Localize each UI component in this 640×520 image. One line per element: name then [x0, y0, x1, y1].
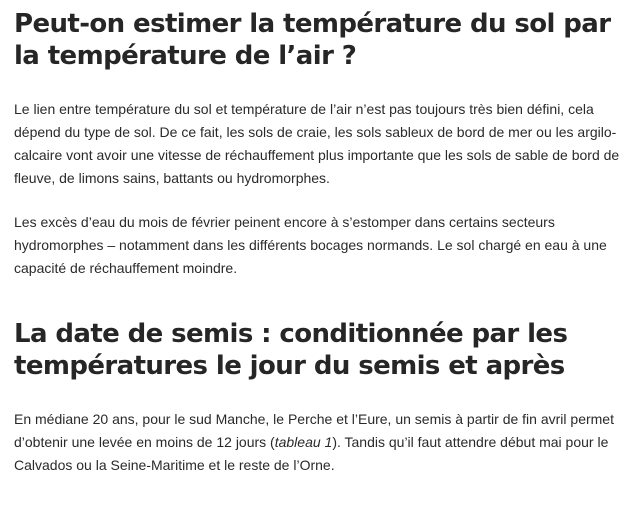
section-heading-sowing-date: La date de semis : conditionnée par les températures le jour du semis et après [14, 319, 568, 381]
paragraph-text-after: ). Tandis qu’il faut attendre début mai pour le Calvados ou la Seine-Maritime et le reste de l’Orne. [14, 434, 609, 473]
paragraph-median-sowing [14, 408, 630, 477]
paragraph-water-excess: Les excès d’eau du mois de février peinent encore à s’estomper dans certains secteurs hydromorphes – notamment dans les différents bocages normands. Le sol chargé en eau à une capacité de réchauffement moindre. [14, 214, 607, 276]
paragraph-soil-air-link: Le lien entre température du sol et température de l’air n’est pas toujours très bien défini, cela dépend du type de sol. De ce fait, les sols de craie, les sols sableux de bord de mer ou les argilo-calcaire vont avoir une vitesse de réchauffement plus importante que les sols de sable de bord de fleuve, de limons sains, battants ou hydromorphes. [14, 101, 620, 186]
paragraph-text-before: En médiane 20 ans, pour le sud Manche, le Perche et l’Eure, un semis à partir de fin avril permet d’obtenir une levée en moins de 12 jours ( [14, 411, 614, 450]
article-body [14, 0, 630, 477]
section-heading-soil-temperature: Peut-on estimer la température du sol par la température de l’air ? [14, 9, 611, 71]
table-reference: tableau 1 [274, 434, 333, 450]
